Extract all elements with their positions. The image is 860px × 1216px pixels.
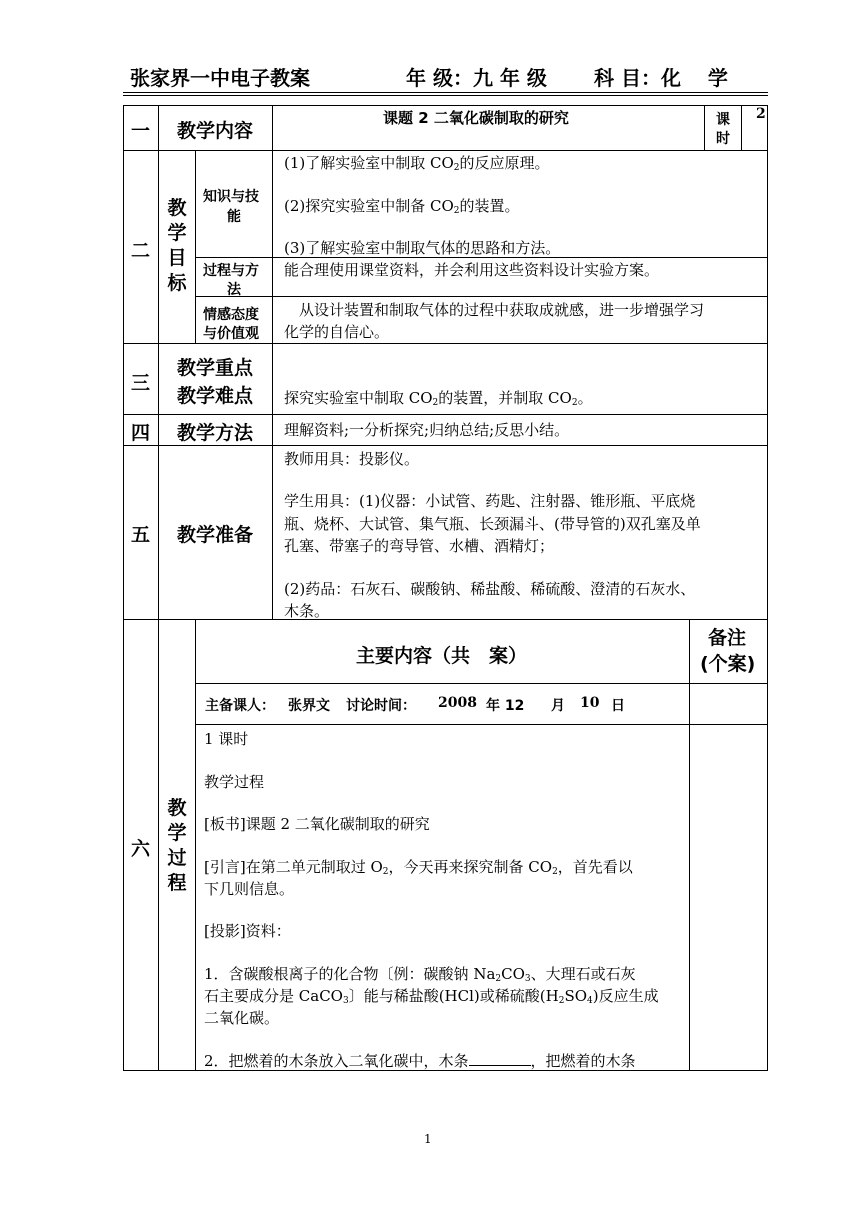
student-tools-3: 孔塞、带塞子的弯导管、水槽、酒精灯； [284,537,555,555]
subscript: 2 [558,996,565,1006]
prep-note-cell [689,683,768,725]
row5-num: 五 [131,524,151,546]
subscript: 2 [453,206,460,216]
header-rule-2 [123,95,768,96]
sub2-label-2: 法 [227,282,241,298]
subscript: 3 [342,996,349,1006]
row6-num: 六 [131,838,151,860]
row1-label: 教学内容 [177,120,254,142]
objective-2: (2)探究实验室中制备 $CO_2$的装置。 [284,197,520,216]
subscript: 2 [552,867,558,877]
sub3-label-1: 情感态度 [203,307,259,323]
process-line-6: [投影]资料： [204,922,291,940]
row5-label: 教学准备 [177,524,254,546]
sub1-label-2: 能 [227,209,241,225]
objective-1: (1)了解实验室中制取 $CO_2$的反应原理。 [284,154,550,173]
note-label-2: (个案) [700,653,756,675]
process-line-2: 教学过程 [204,773,265,791]
row4-num: 四 [131,422,151,444]
attitude-line-1: 从设计装置和制取气体的过程中获取成就感，进一步增强学习 [284,301,705,319]
row6-label: 教学过程 [167,797,187,894]
subscript: 2 [382,867,389,877]
key-points: 探究实验室中制取 $CO_2$的装置，并制取 $CO_2$。 [284,389,593,408]
sub3-label-2: 与价值观 [203,326,259,342]
process-objective: 能合理使用课堂资料，并会利用这些资料设计实验方案。 [284,261,660,279]
prep-year: 2008 [438,695,477,711]
row4-label: 教学方法 [177,422,254,444]
process-line-10: 2．把燃着的木条放入二氧化碳中，木条 ，把燃着的木条 [204,1052,636,1070]
page-number: 1 [424,1132,432,1146]
row3-label-2: 教学难点 [177,385,254,407]
process-line-8: 石主要成分是 CaCO$_3$〕能与稀盐酸(HCl)或稀硫酸$(H_2SO_4)$反应生成 [204,987,659,1006]
prep-day-unit: 日 [611,698,625,714]
main-content-title: 主要内容（共 案） [356,645,528,667]
process-line-7: 1．含碳酸根离子的化合物〔例：碳酸钠 $Na_2CO_3$、大理石或石灰 [204,965,636,984]
prep-teacher: 张界文 [288,698,330,714]
subject-field: 科 目：化 学 [594,66,728,90]
prep-day: 10 [580,695,600,711]
row2-label: 教学目标 [167,197,187,294]
drugs-2: 木条。 [284,602,330,620]
process-note-cell [689,724,768,1071]
subscript: 2 [495,974,502,984]
process-line-1: 1 课时 [204,730,249,748]
prep-time-label: 讨论时间： [346,698,416,714]
row2-num: 二 [131,240,151,262]
process-line-9: 二氧化碳。 [204,1009,280,1027]
period-value: 2 [756,106,766,122]
fill-in-blank [469,1065,531,1066]
row3-label-1: 教学重点 [177,357,254,379]
student-tools-2: 瓶、烧杯、大试管、集气瓶、长颈漏斗、(带导管的)双孔塞及单 [284,515,701,533]
row1-num: 一 [131,120,151,142]
student-tools-1: 学生用具：(1)仪器：小试管、药匙、注射器、锥形瓶、平底烧 [284,492,696,510]
period-label-2: 时 [716,131,730,147]
process-line-5: 下几则信息。 [204,880,295,898]
sub1-label-1: 知识与技 [203,189,259,205]
subscript: 2 [571,398,578,408]
prep-year-unit: 年 12 [486,698,525,714]
header-rule [123,92,768,93]
row3-num: 三 [131,372,151,394]
teacher-tools: 教师用具：投影仪。 [284,450,420,468]
process-line-4: [引言]在第二单元制取过 $O_2$，今天再来探究制备 $CO_2$，首先看以 [204,858,633,877]
prep-teacher-label: 主备课人： [205,698,275,714]
objective-3: (3)了解实验室中制取气体的思路和方法。 [284,239,561,257]
sub2-label-1: 过程与方 [203,263,259,279]
prep-month-unit: 月 [551,698,565,714]
attitude-line-2: 化学的自信心。 [284,323,390,341]
subscript: 4 [587,996,593,1006]
subscript: 2 [453,163,460,173]
teaching-methods: 理解资料;一分析探究;归纳总结;反思小结。 [284,421,570,439]
school-title: 张家界一中电子教案 [130,66,310,90]
process-line-3: [板书]课题 2 二氧化碳制取的研究 [204,815,430,833]
lesson-topic: 课题 2 二氧化碳制取的研究 [383,109,569,127]
subscript: 3 [524,974,531,984]
drugs-1: (2)药品：石灰石、碳酸钠、稀盐酸、稀硫酸、澄清的石灰水、 [284,580,696,598]
grade-field: 年 级：九 年 级 [406,66,547,90]
subscript: 2 [432,398,439,408]
period-label-1: 课 [716,112,730,128]
note-label-1: 备注 [708,627,747,649]
